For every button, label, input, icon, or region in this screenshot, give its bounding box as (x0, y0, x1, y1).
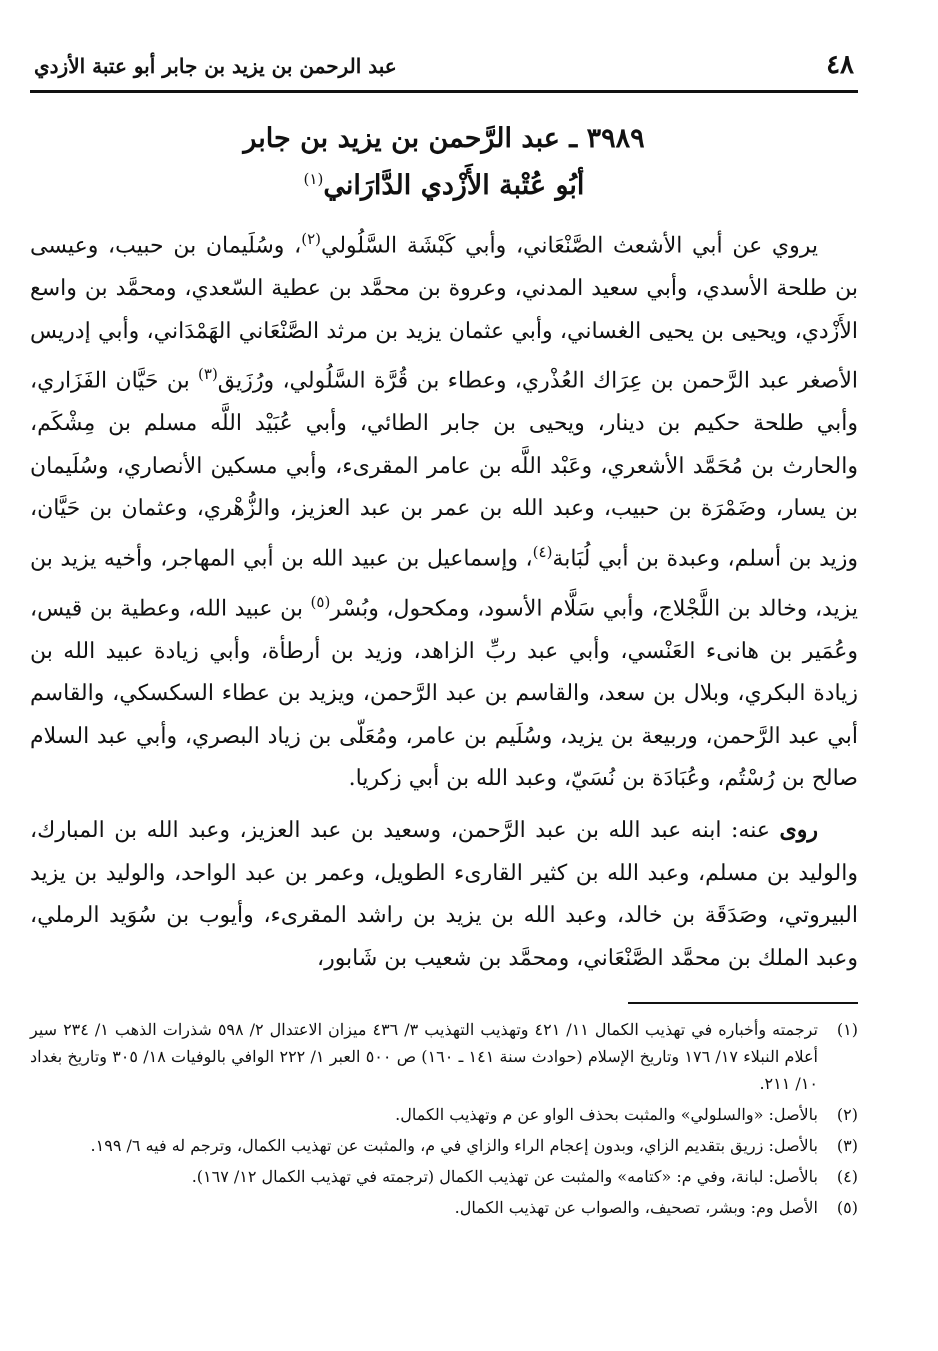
body-text: ، وسُلَيمان بن حبيب، وعيسى بن طلحة الأسدي، وأبي سعيد المدني، وعروة بن محمَّد بن عطية السّعدي، ومحمَّد بن واسع الأَزْدي، ويحيى بن يحيى الغساني، وأبي عثمان يزيد بن مرثد الصَّنْعَاني الهَمْدَاني، وأبي إدريس الأصغر عبد الرَّحمن بن عِرَاك العُذْري، وعطاء بن قُرَّة السَّلُولي، ورُزَيق (30, 233, 858, 394)
footnote-ref-5: (٥) (310, 592, 331, 611)
body-text: بن عبيد الله، وعطية بن قيس، وعُمَير بن هانىء العَنْسي، وأبي عبد ربِّ الزاهد، وزيد بن أرطأة، وأبي زيادة عبيد الله بن زيادة البكري، وبلال بن سعد، والقاسم بن عبد الرَّحمن، ويزيد بن عطاء السكسكي، والقاسم أبي عبد الرَّحمن، وربيعة بن يزيد، وسُلَيم بن عامر، ومُعَلّى بن زياد البصري، وأبي عبد السلام صالح بن رُسْتُم، وعُبَادَة بن نُسَيّ، وعبد الله بن أبي زكريا. (30, 596, 858, 792)
footnote-number: (١) (836, 1020, 858, 1040)
entry-title-line2 (30, 159, 858, 206)
footnote (30, 1101, 858, 1128)
narrators-from-paragraph (30, 218, 858, 801)
footnote-text: بالأصل: «والسلولي» والمثبت بحذف الواو عن م وتهذيب الكمال. (395, 1105, 818, 1125)
entry-title (30, 119, 858, 206)
body-text: يروي عن أبي الأشعث الصَّنْعَاني، وأبي كَبْشَة السَّلُولي (321, 233, 818, 259)
body-text: بن حَيَّان الفَزَاري، وأبي طلحة حكيم بن دينار، ويحيى بن جابر الطائي، وأبي عُبَيْد اللَّه مسلم بن مِشْكَم، والحارث بن مُحَمَّد الأشعري، وعَبْد اللَّه بن عامر المقرىء، وأبي مسكين الأنصاري، وسُلَيمان بن يسار، وضَمْرَة بن حبيب، وعبد الله بن عمر بن عبد العزيز، والزُّهْري، وعثمان بن حَيَّان، وزيد بن أسلم، وعبدة بن أبي لُبَابة (30, 368, 858, 572)
entry-body (30, 218, 858, 980)
footnote-ref-1: (١) (303, 170, 324, 188)
footnote-text: الأصل وم: وبشر، تصحيف، والصواب عن تهذيب الكمال. (454, 1198, 818, 1218)
running-title: عبد الرحمن بن يزيد بن جابر أبو عتبة الأزدي (34, 54, 397, 78)
footnote-text: بالأصل: لبانة، وفي م: «كتامه» والمثبت عن تهذيب الكمال (ترجمته في تهذيب الكمال ١٢/ ١٦٧). (191, 1167, 818, 1187)
narrators-to-paragraph (30, 809, 858, 980)
footnote-number: (٢) (836, 1105, 858, 1125)
body-text: عنه: ابنه عبد الله بن عبد الرَّحمن، وسعيد بن عبد العزيز، وعبد الله بن المبارك، والوليد بن مسلم، وعبد الله بن كثير القارىء الطويل، وعمر بن عبد الواحد، والوليد بن يزيد البيروتي، وصَدَقَة بن خالد، وعبد الله بن يزيد بن راشد المقرىء، وأيوب بن سُوَيد الرملي، وعبد الملك بن محمَّد الصَّنْعَاني، ومحمَّد بن شعيب بن شَابور، (30, 818, 858, 971)
footnote-ref-4: (٤) (532, 542, 553, 561)
footnote (30, 1016, 858, 1097)
footnote-ref-2: (٢) (301, 230, 322, 248)
running-header (30, 50, 858, 93)
footnote-number: (٥) (836, 1198, 858, 1218)
entry-title-line1: ٣٩٨٩ ـ عبد الرَّحمن بن يزيد بن جابر (243, 123, 645, 154)
page-number: ٤٨ (826, 50, 854, 80)
footnote-text: بالأصل: زريق بتقديم الزاي، وبدون إعجام الراء والزاي في م، والمثبت عن تهذيب الكمال، وترجم له فيه ٦/ ١٩٩. (90, 1136, 818, 1156)
footnote (30, 1194, 858, 1221)
footnote-ref-3: (٣) (198, 365, 218, 384)
footnote (30, 1132, 858, 1159)
body-text: ، وإسماعيل بن عبيد الله بن أبي المهاجر، وأخيه يزيد بن يزيد، وخالد بن اللَّجْلاج، وأبي سَلَّام الأسود، ومكحول، وبُسْر (30, 546, 858, 622)
footnote-number: (٤) (836, 1167, 858, 1187)
entry-title-name: أبُو عُتْبة الأَزْدي الدَّارَاني (323, 170, 585, 201)
footnote-separator (628, 1002, 858, 1004)
footnote (30, 1163, 858, 1190)
footnotes (30, 1016, 858, 1221)
book-page (30, 50, 858, 1310)
paragraph-lead-word: روى (779, 817, 818, 844)
footnote-text: ترجمته وأخباره في تهذيب الكمال ١١/ ٤٢١ وتهذيب التهذيب ٣/ ٤٣٦ ميزان الاعتدال ٢/ ٥٩٨ شذرات الذهب ١/ ٢٣٤ سير أعلام النبلاء ١٧/ ١٧٦ وتاريخ الإسلام (حوادث سنة ١٤١ ـ ١٦٠) ص ٥٠٠ العبر ١/ ٢٢٢ الوافي بالوفيات ١٨/ ٣٠٥ وتاريخ بغداد ١٠/ ٢١١. (30, 1020, 819, 1094)
footnote-number: (٣) (836, 1136, 858, 1156)
